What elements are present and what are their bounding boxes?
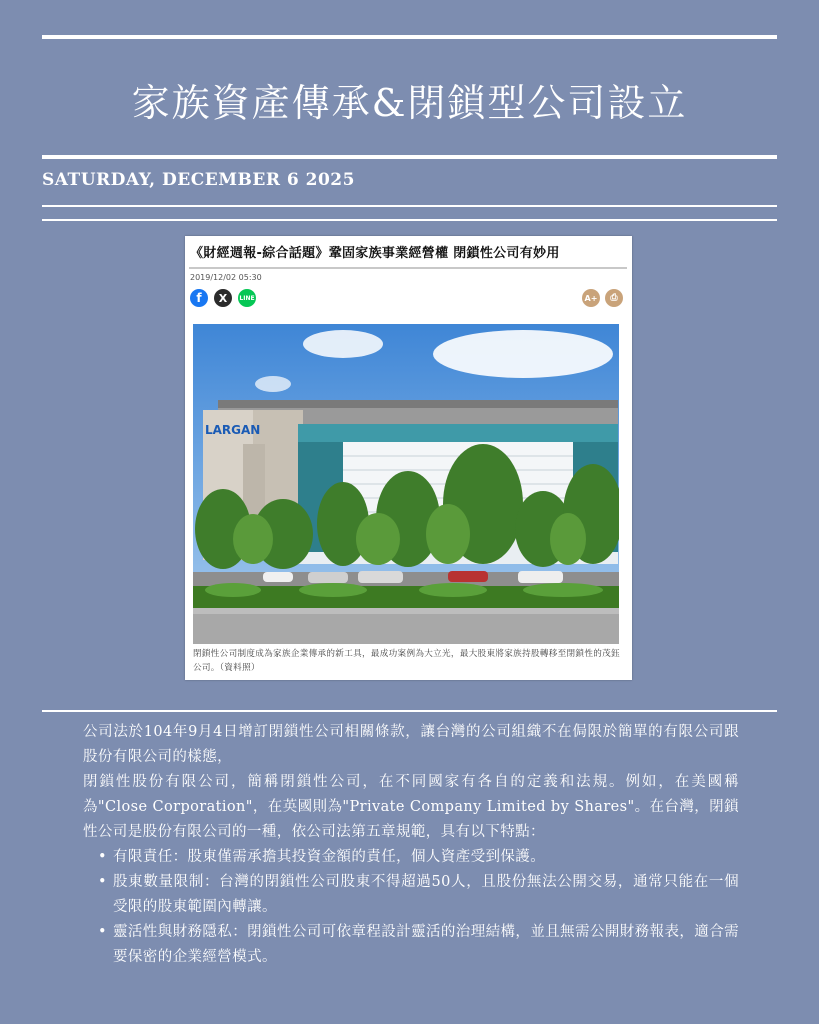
title-divider bbox=[42, 155, 777, 159]
body-paragraph-2: 閉鎖性股份有限公司，簡稱閉鎖性公司，在不同國家有各自的定義和法規。例如，在美國稱為"Close Corporation"，在英國則為"Private Company Limited by Shares"。在台灣，閉鎖性公司是股份有限公司的一種，依公司法第五章規範，具有以下特點： bbox=[83, 774, 739, 840]
date-divider-upper bbox=[42, 205, 777, 207]
top-divider bbox=[42, 35, 777, 39]
article-body bbox=[83, 720, 739, 970]
feature-item-shareholder-limit: • 股東數量限制：台灣的閉鎖性公司股東不得超過50人，且股份無法公開交易，通常只能在一個受限的股東範圍內轉讓。 bbox=[113, 870, 739, 920]
feature-list bbox=[83, 845, 739, 970]
date-divider-lower bbox=[42, 219, 777, 221]
article-timestamp: 2019/12/02 05:30 bbox=[190, 273, 262, 282]
body-paragraph-1: 公司法於104年9月4日增訂閉鎖性公司相關條款，讓台灣的公司組織不在侷限於簡單的有限公司跟股份有限公司的樣態， bbox=[83, 724, 739, 765]
article-headline: 《財經週報-綜合話題》鞏固家族事業經營權 閉鎖性公司有妙用 bbox=[190, 246, 560, 261]
article-screenshot bbox=[185, 236, 632, 680]
headline-underline bbox=[189, 267, 627, 269]
print-icon[interactable]: ⎙ bbox=[605, 289, 623, 307]
building-sign: LARGAN bbox=[205, 423, 261, 437]
font-size-icon[interactable]: A+ bbox=[582, 289, 600, 307]
facebook-share-icon[interactable]: f bbox=[190, 289, 208, 307]
article-divider bbox=[42, 710, 777, 712]
feature-item-limited-liability: • 有限責任：股東僅需承擔其投資金額的責任，個人資產受到保護。 bbox=[113, 845, 739, 870]
publish-date: SATURDAY, DECEMBER 6 2025 bbox=[42, 170, 355, 190]
feature-item-flexibility-privacy: • 靈活性與財務隱私：閉鎖性公司可依章程設計靈活的治理結構，並且無需公開財務報表，適合需要保密的企業經營模式。 bbox=[113, 920, 739, 970]
page-title: 家族資產傳承&閉鎖型公司設立 bbox=[131, 81, 688, 125]
article-photo bbox=[193, 324, 619, 644]
photo-caption: 閉鎖性公司制度成為家族企業傳承的新工具，最成功案例為大立光，最大股東將家族持股轉移至閉鎖性的茂鈺公司。（資料照） bbox=[193, 649, 620, 673]
x-share-icon[interactable]: X bbox=[214, 289, 232, 307]
line-share-icon[interactable]: LINE bbox=[238, 289, 256, 307]
